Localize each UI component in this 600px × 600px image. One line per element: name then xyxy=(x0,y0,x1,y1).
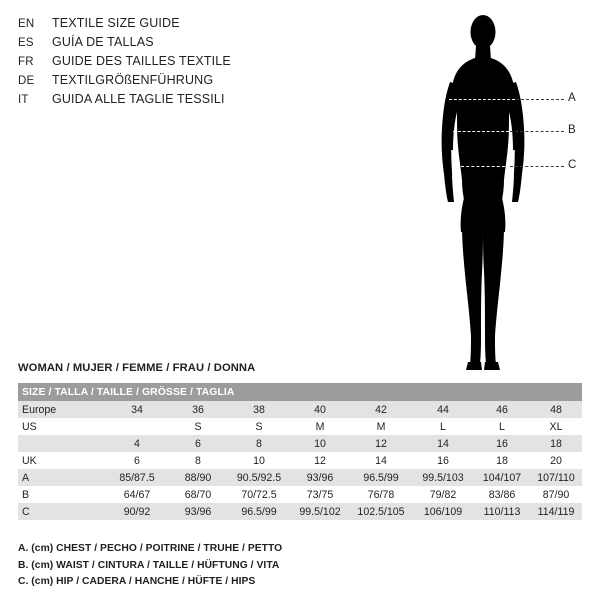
cell: 88/90 xyxy=(168,469,228,486)
measure-line-c-inner xyxy=(456,166,510,167)
cell: S xyxy=(228,418,290,435)
cell: 106/109 xyxy=(412,503,474,520)
cell: 99.5/103 xyxy=(412,469,474,486)
cell: 96.5/99 xyxy=(228,503,290,520)
body-figure-area xyxy=(400,8,590,378)
legend-line-c: C. (cm) HIP / CADERA / HANCHE / HÜFTE / HIPS xyxy=(18,576,256,587)
cell: 46 xyxy=(474,401,530,418)
language-code-es: ES xyxy=(18,37,34,49)
cell: 44 xyxy=(412,401,474,418)
cell: 14 xyxy=(412,435,474,452)
cell: 110/113 xyxy=(474,503,530,520)
measure-line-b-outer xyxy=(510,131,564,132)
cell: 93/96 xyxy=(168,503,228,520)
cell: 40 xyxy=(290,401,350,418)
cell: 87/90 xyxy=(530,486,582,503)
cell: 38 xyxy=(228,401,290,418)
cell: 73/75 xyxy=(290,486,350,503)
measure-line-a-inner xyxy=(449,99,515,100)
female-body-silhouette-icon xyxy=(400,8,590,378)
cell: L xyxy=(474,418,530,435)
language-row-it xyxy=(18,92,348,111)
language-code-it: IT xyxy=(18,94,29,106)
cell: XL xyxy=(530,418,582,435)
cell: 12 xyxy=(290,452,350,469)
legend-line-b: B. (cm) WAIST / CINTURA / TAILLE / HÜFTUNG / VITA xyxy=(18,559,280,571)
table-row xyxy=(18,503,582,520)
row-label-b: B xyxy=(18,486,106,503)
table-row xyxy=(18,435,582,452)
language-code-en: EN xyxy=(18,18,35,30)
measure-label-c: C xyxy=(568,159,577,171)
cell: 114/119 xyxy=(530,503,582,520)
cell: 16 xyxy=(412,452,474,469)
cell: 48 xyxy=(530,401,582,418)
measure-line-c-outer xyxy=(510,166,564,167)
language-title-de: TEXTILGRÖßENFÜHRUNG xyxy=(52,73,214,87)
row-label-a: A xyxy=(18,469,106,486)
cell: 18 xyxy=(530,435,582,452)
table-row xyxy=(18,401,582,418)
language-code-de: DE xyxy=(18,75,35,87)
measure-label-a: A xyxy=(568,92,576,104)
cell: 90/92 xyxy=(106,503,168,520)
row-label-us-numeric xyxy=(18,435,106,452)
cell: 102.5/105 xyxy=(350,503,412,520)
cell: 18 xyxy=(474,452,530,469)
language-title-es: GUÍA DE TALLAS xyxy=(52,35,154,49)
measure-label-b: B xyxy=(568,124,576,136)
cell: 83/86 xyxy=(474,486,530,503)
language-code-fr: FR xyxy=(18,56,34,68)
cell: 10 xyxy=(290,435,350,452)
cell: 10 xyxy=(228,452,290,469)
legend-line-a: A. (cm) CHEST / PECHO / POITRINE / TRUHE / PETTO xyxy=(18,543,283,554)
cell: 34 xyxy=(106,401,168,418)
cell: 20 xyxy=(530,452,582,469)
row-label-us: US xyxy=(18,418,106,435)
cell: 96.5/99 xyxy=(350,469,412,486)
table-header-cell: SIZE / TALLA / TAILLE / GRÖSSE / TAGLIA xyxy=(18,383,582,401)
cell: 93/96 xyxy=(290,469,350,486)
cell: 107/110 xyxy=(530,469,582,486)
cell: 104/107 xyxy=(474,469,530,486)
cell: 68/70 xyxy=(168,486,228,503)
language-row-es xyxy=(18,35,348,54)
cell: 90.5/92.5 xyxy=(228,469,290,486)
cell: 4 xyxy=(106,435,168,452)
table-row xyxy=(18,418,582,435)
measurement-legend xyxy=(18,541,518,591)
cell: M xyxy=(350,418,412,435)
table-row xyxy=(18,486,582,503)
language-title-fr: GUIDE DES TAILLES TEXTILE xyxy=(52,54,231,68)
cell: 79/82 xyxy=(412,486,474,503)
cell: 36 xyxy=(168,401,228,418)
cell: 85/87.5 xyxy=(106,469,168,486)
language-title-it: GUIDA ALLE TAGLIE TESSILI xyxy=(52,92,225,106)
cell: 12 xyxy=(350,435,412,452)
cell: 8 xyxy=(228,435,290,452)
table-row xyxy=(18,469,582,486)
cell: 8 xyxy=(168,452,228,469)
cell: 99.5/102 xyxy=(290,503,350,520)
language-row-en xyxy=(18,16,348,35)
language-row-fr xyxy=(18,54,348,73)
language-row-de xyxy=(18,73,348,92)
row-label-europe: Europe xyxy=(18,401,106,418)
table-header-row xyxy=(18,383,582,401)
cell: L xyxy=(412,418,474,435)
woman-section-caption: WOMAN / MUJER / FEMME / FRAU / DONNA xyxy=(18,362,256,374)
cell: M xyxy=(290,418,350,435)
cell: 70/72.5 xyxy=(228,486,290,503)
row-label-c: C xyxy=(18,503,106,520)
cell: 14 xyxy=(350,452,412,469)
cell: S xyxy=(168,418,228,435)
cell: 64/67 xyxy=(106,486,168,503)
size-table xyxy=(18,383,582,520)
measure-line-b-inner xyxy=(453,131,509,132)
cell: 76/78 xyxy=(350,486,412,503)
table-row xyxy=(18,452,582,469)
cell: 6 xyxy=(168,435,228,452)
size-table-wrapper xyxy=(18,383,582,520)
cell xyxy=(106,418,168,435)
cell: 42 xyxy=(350,401,412,418)
cell: 6 xyxy=(106,452,168,469)
language-title-block xyxy=(18,16,348,111)
language-title-en: TEXTILE SIZE GUIDE xyxy=(52,16,180,30)
cell: 16 xyxy=(474,435,530,452)
row-label-uk: UK xyxy=(18,452,106,469)
measure-line-a-outer xyxy=(516,99,564,100)
